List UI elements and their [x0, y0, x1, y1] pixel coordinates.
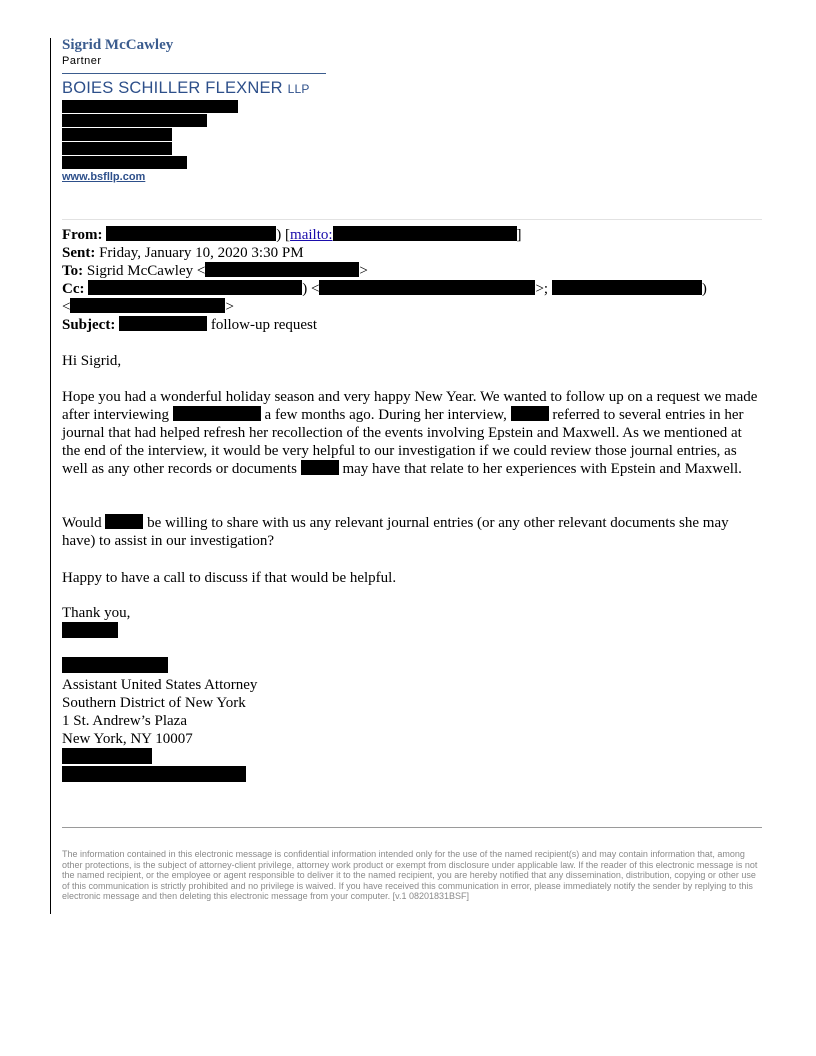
redaction-block — [62, 748, 152, 764]
redaction-block — [62, 622, 118, 638]
to-value: Sigrid McCawley < — [86, 263, 206, 279]
redaction-block — [552, 280, 702, 295]
separator-line — [62, 219, 762, 220]
cc-line2-close: > — [225, 299, 234, 315]
to-line — [62, 262, 368, 280]
redaction-block — [62, 100, 238, 113]
firm-name-suffix: LLP — [287, 82, 310, 96]
signature-title: Partner — [62, 55, 102, 67]
redaction-block — [106, 226, 276, 241]
firm-name-main: BOIES SCHILLER FLEXNER — [62, 79, 283, 97]
greeting: Hi Sigrid, — [62, 353, 122, 369]
subject-line — [62, 316, 317, 334]
redaction-block — [319, 280, 535, 295]
cc-part1: ) < — [302, 281, 320, 297]
closing: Thank you, — [62, 605, 131, 621]
redaction-block — [511, 406, 549, 421]
redaction-block — [173, 406, 261, 421]
redaction-block — [119, 316, 207, 331]
to-close: > — [359, 263, 368, 279]
redaction-block — [62, 128, 172, 141]
redaction-block — [333, 226, 517, 241]
body-p2-text-a: Would — [62, 515, 102, 531]
firm-name — [62, 79, 310, 98]
body-paragraph-2 — [62, 514, 762, 550]
redaction-block — [62, 114, 207, 127]
sender-address-1: 1 St. Andrew’s Plaza — [62, 713, 187, 729]
from-label: From: — [62, 227, 103, 243]
body-p1-text-a: Hope you had a wonderful holiday season and very happy New Year. We wanted to follow up on a request we made after interviewing — [62, 389, 758, 423]
sender-title: Assistant United States Attorney — [62, 677, 258, 693]
firm-website-link[interactable]: www.bsfllp.com — [62, 171, 146, 183]
redaction-block — [62, 156, 187, 169]
cc-label: Cc: — [62, 281, 85, 297]
mailto-close: ] — [516, 227, 522, 243]
redaction-block — [105, 514, 143, 529]
redaction-block — [301, 460, 339, 475]
sender-office: Southern District of New York — [62, 695, 246, 711]
body-p1-text-c: referred to several entries in her journal that had helped refresh her recollection of the events involving Epstein and Maxwell. As we mentioned at the end of the interview, it would be very helpful to our investigation if we could review those journal entries, as well as any other records or documents — [62, 407, 744, 477]
body-p1-text-d: may have that relate to her experiences with Epstein and Maxwell. — [342, 461, 742, 477]
sent-label: Sent: — [62, 245, 96, 261]
cc-line-2 — [62, 298, 234, 316]
subject-label: Subject: — [62, 317, 116, 333]
body-p1-text-b: a few months ago. During her interview, — [264, 407, 507, 423]
redaction-block — [205, 262, 359, 277]
cc-line2-open: < — [62, 299, 71, 315]
left-border-line — [50, 38, 51, 914]
redaction-block — [62, 766, 246, 782]
signature-name: Sigrid McCawley — [62, 37, 174, 53]
sent-line — [62, 244, 304, 262]
footer-separator — [62, 827, 762, 828]
redaction-block — [70, 298, 225, 313]
redaction-block — [88, 280, 302, 295]
body-paragraph-1 — [62, 388, 762, 478]
redaction-block — [62, 657, 168, 673]
body-p2-text-b: be willing to share with us any relevant journal entries (or any other relevant documents she may have) to assist in our investigation? — [62, 515, 729, 549]
from-close: ) [ — [276, 227, 291, 243]
redaction-block — [62, 142, 172, 155]
body-paragraph-3: Happy to have a call to discuss if that would be helpful. — [62, 570, 397, 586]
mailto-link[interactable]: mailto: — [290, 227, 333, 243]
to-label: To: — [62, 263, 84, 279]
sender-address-2: New York, NY 10007 — [62, 731, 193, 747]
cc-part3: ) — [701, 281, 707, 297]
signature-rule — [62, 73, 326, 74]
legal-disclaimer: The information contained in this electronic message is confidential information intended only for the use of the named recipient(s) and may contain information that, among other protections, is the subject of attorney-client privilege, attorney work product or exempt from disclosure under applicable law. If the reader of this electronic message is not the named recipient, or the employee or agent responsible to deliver it to the named recipient, you are hereby notified that any dissemination, distribution, copying or other use of this communication is strictly prohibited and no privilege is waived. If you have received this communication in error, please immediately notify the sender by replying to this electronic message and then deleting this electronic message from your computer. [v.1 08201831BSF] — [62, 849, 758, 901]
from-line — [62, 226, 522, 244]
subject-value: follow-up request — [210, 317, 318, 333]
cc-part2: >; — [535, 281, 549, 297]
cc-line — [62, 280, 707, 298]
sent-value: Friday, January 10, 2020 3:30 PM — [99, 245, 304, 261]
